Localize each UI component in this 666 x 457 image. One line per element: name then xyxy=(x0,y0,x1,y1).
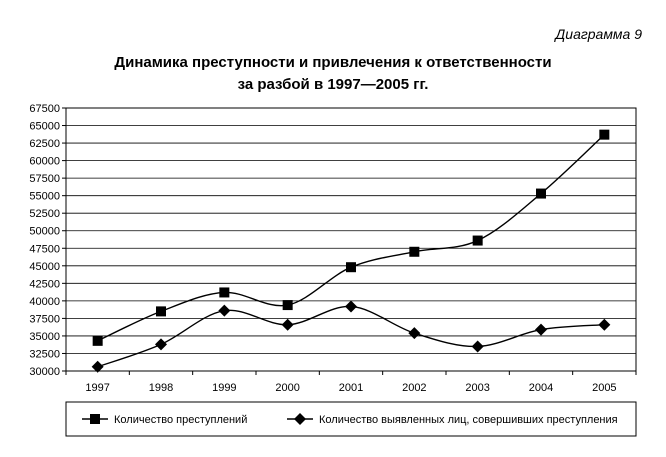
y-tick-label: 40000 xyxy=(29,295,60,308)
data-point-square xyxy=(409,247,419,257)
grid-lines xyxy=(66,108,636,371)
chart-subtitle: за разбой в 1997—2005 гг. xyxy=(237,76,429,93)
x-tick-label: 2001 xyxy=(338,382,364,394)
data-point-diamond xyxy=(472,340,484,352)
data-point-square xyxy=(473,236,483,246)
y-tick-label: 42500 xyxy=(29,278,60,291)
plot-area-frame xyxy=(66,108,636,371)
diagram-label: Диаграмма 9 xyxy=(555,26,642,42)
x-tick-label: 1998 xyxy=(148,382,174,394)
y-tick-label: 62500 xyxy=(29,138,60,151)
legend-label: Количество выявленных лиц, совершивших преступления xyxy=(319,414,618,426)
y-tick-label: 37500 xyxy=(29,313,60,326)
y-tick-label: 32500 xyxy=(29,348,60,361)
y-tick-label: 67500 xyxy=(29,103,60,115)
data-point-square xyxy=(346,262,356,272)
data-point-square xyxy=(283,300,293,310)
data-point-diamond xyxy=(535,324,547,336)
x-tick-label: 1999 xyxy=(212,382,237,394)
y-tick-label: 47500 xyxy=(29,243,60,256)
x-tick-label: 2005 xyxy=(592,382,617,394)
data-point-square xyxy=(93,336,103,346)
data-point-diamond xyxy=(345,300,357,312)
x-tick-label: 1997 xyxy=(85,382,110,394)
x-tick-label: 2004 xyxy=(528,382,554,394)
legend-label: Количество преступлений xyxy=(114,414,248,426)
y-tick-label: 60000 xyxy=(29,155,60,168)
data-point-diamond xyxy=(218,305,230,317)
y-tick-label: 65000 xyxy=(29,120,60,133)
data-point-diamond xyxy=(155,338,167,350)
chart-title: Динамика преступности и привлечения к ответственности xyxy=(114,54,552,71)
data-point-diamond xyxy=(282,319,294,331)
data-point-diamond xyxy=(408,327,420,339)
x-tick-label: 2002 xyxy=(402,382,427,394)
legend-marker-square xyxy=(90,414,100,424)
x-axis-ticks xyxy=(66,371,636,394)
y-tick-label: 30000 xyxy=(29,366,60,378)
y-tick-label: 45000 xyxy=(29,260,60,273)
y-tick-label: 50000 xyxy=(29,225,60,238)
data-point-square xyxy=(219,287,229,297)
y-tick-label: 35000 xyxy=(29,330,60,343)
y-tick-label: 52500 xyxy=(29,208,60,221)
legend-marker-diamond xyxy=(294,413,306,425)
data-point-diamond xyxy=(598,319,610,331)
legend xyxy=(66,402,636,436)
data-point-square xyxy=(599,130,609,140)
x-tick-label: 2003 xyxy=(465,382,490,394)
data-point-square xyxy=(536,189,546,199)
y-tick-label: 55000 xyxy=(29,190,60,203)
data-point-square xyxy=(156,306,166,316)
y-axis-ticks xyxy=(29,103,66,378)
series-line-2 xyxy=(98,306,605,366)
y-tick-label: 57500 xyxy=(29,173,60,186)
x-tick-label: 2000 xyxy=(275,382,300,394)
